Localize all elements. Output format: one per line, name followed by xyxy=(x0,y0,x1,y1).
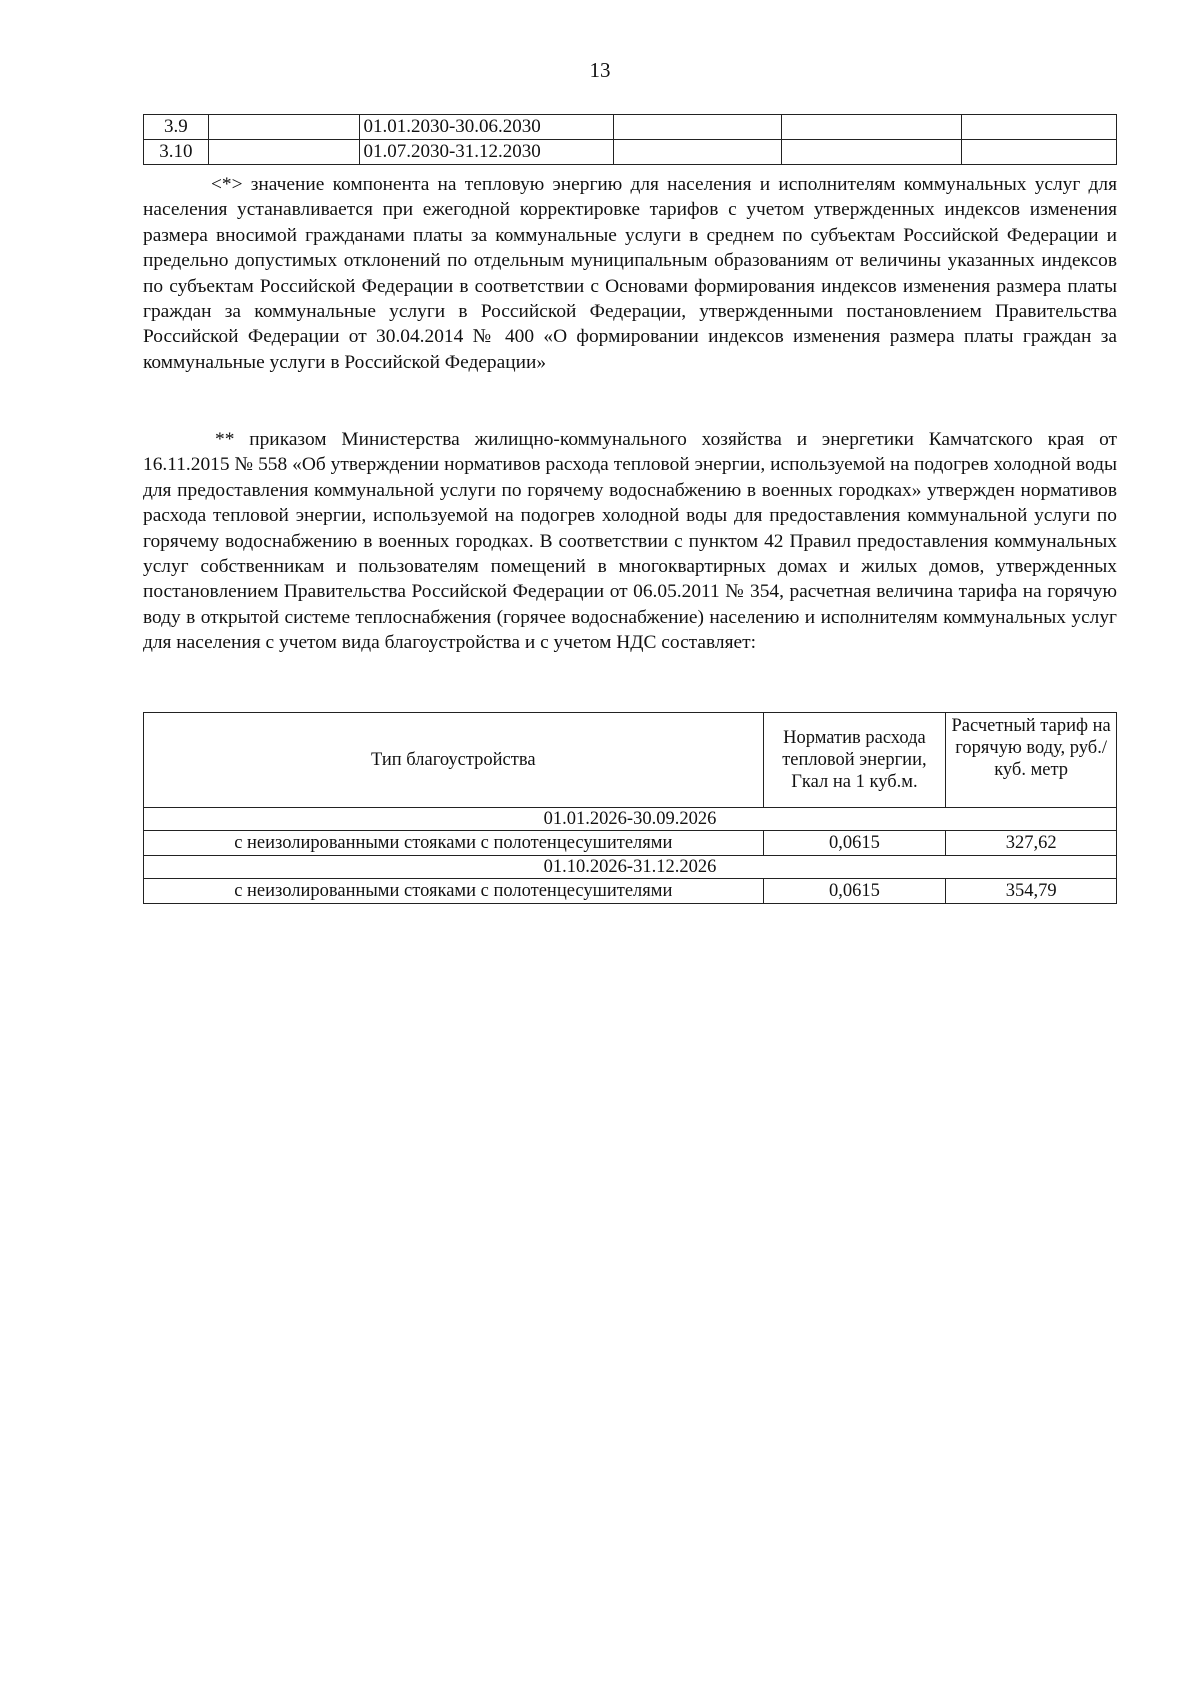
header-rate: Расчетный тариф на горячую воду, руб./куб. метр xyxy=(946,713,1117,808)
period-label: 01.10.2026-31.12.2026 xyxy=(144,856,1117,879)
norm-cell: 0,0615 xyxy=(763,879,946,904)
table-header-row xyxy=(144,713,1117,808)
header-type: Тип благоустройства xyxy=(144,713,764,808)
empty-cell xyxy=(782,115,962,140)
empty-cell xyxy=(208,115,360,140)
footnote-component: <*> значение компонента на тепловую энергию для населения и исполнителям коммунальных услуг для населения устанавливается при ежегодной корректировке тарифов с учетом утвержденных индексов изменения размера вносимой гражданами платы за коммунальные услуги в среднем по субъектам Российской Федерации и предельно допустимых отклонений по отдельным муниципальным образованиям от величины указанных индексов по субъектам Российской Федерации в соответствии с Основами формирования индексов изменения размера платы граждан за коммунальные услуги в Российской Федерации, утвержденными постановлением Правительства Российской Федерации от 30.04.2014 № 400 «О формировании индексов изменения размера платы граждан за коммунальные услуги в Российской Федерации» xyxy=(143,174,1117,373)
type-cell: с неизолированными стояками с полотенцесушителями xyxy=(144,879,764,904)
tariff-table xyxy=(143,712,1117,904)
period-label: 01.01.2026-30.09.2026 xyxy=(144,808,1117,831)
period-row xyxy=(144,808,1117,831)
empty-cell xyxy=(961,115,1116,140)
empty-cell xyxy=(961,140,1116,165)
norm-cell: 0,0615 xyxy=(763,831,946,856)
rate-cell: 354,79 xyxy=(946,879,1117,904)
period-row xyxy=(144,856,1117,879)
table-row xyxy=(144,140,1117,165)
header-norm: Норматив расхода тепловой энергии, Гкал на 1 куб.м. xyxy=(763,713,946,808)
table-row xyxy=(144,831,1117,856)
empty-cell xyxy=(782,140,962,165)
row-number: 3.9 xyxy=(144,115,209,140)
table-row xyxy=(144,879,1117,904)
empty-cell xyxy=(613,115,781,140)
empty-cell xyxy=(613,140,781,165)
page-number: 13 xyxy=(589,58,611,82)
empty-cell xyxy=(208,140,360,165)
continued-table xyxy=(143,114,1117,165)
footnote-order: ** приказом Министерства жилищно-коммунального хозяйства и энергетики Камчатского края от 16.11.2015 № 558 «Об утверждении нормативов расхода тепловой энергии, используемой на подогрев холодной воды для предоставления коммунальной услуги по горячему водоснабжению в военных городках» утвержден нормативов расхода тепловой энергии, используемой на подогрев холодной воды для предоставления коммунальной услуги по горячему водоснабжению в военных городках. В соответствии с пунктом 42 Правил предоставления коммунальных услуг собственникам и пользователям помещений в многоквартирных домах и жилых домов, утвержденных постановлением Правительства Российской Федерации от 06.05.2011 № 354, расчетная величина тарифа на горячую воду в открытой системе теплоснабжения (горячее водоснабжение) населению и исполнителям коммунальных услуг для населения с учетом вида благоустройства и с учетом НДС составляет: xyxy=(143,429,1117,654)
rate-cell: 327,62 xyxy=(946,831,1117,856)
period-cell: 01.01.2030-30.06.2030 xyxy=(360,115,613,140)
type-cell: с неизолированными стояками с полотенцесушителями xyxy=(144,831,764,856)
table-row xyxy=(144,115,1117,140)
period-cell: 01.07.2030-31.12.2030 xyxy=(360,140,613,165)
row-number: 3.10 xyxy=(144,140,209,165)
